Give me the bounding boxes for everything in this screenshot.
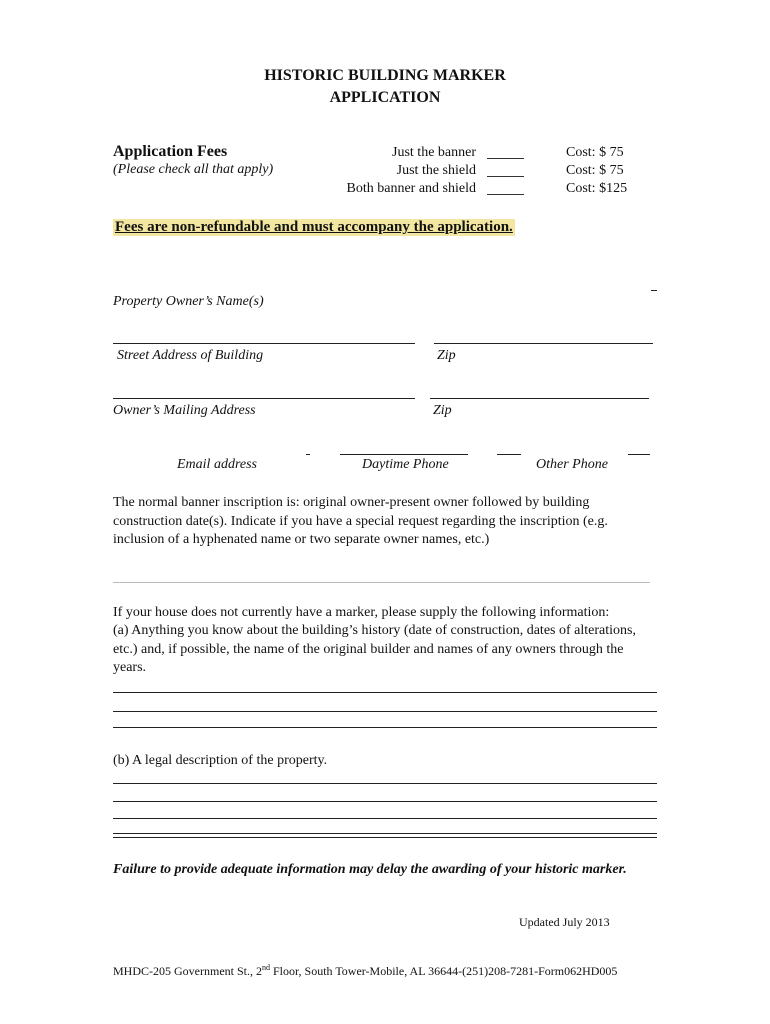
footer-text-after: Floor, South Tower-Mobile, AL 36644-(251)208-7281-Form062HD005 <box>270 964 618 978</box>
other-phone-field-b[interactable] <box>628 454 650 455</box>
footer-ordinal: nd <box>262 963 270 972</box>
history-intro: If your house does not currently have a marker, please supply the following information: <box>113 605 610 620</box>
fees-notice: Fees are non-refundable and must accompany the application. <box>115 219 513 235</box>
daytime-phone-field[interactable] <box>340 454 468 455</box>
fee-option-label: Just the banner <box>392 145 476 160</box>
legal-description-line[interactable] <box>113 833 657 834</box>
shield-checkbox-blank[interactable] <box>487 176 524 177</box>
inscription-request-field[interactable] <box>113 582 650 583</box>
fees-subheading: (Please check all that apply) <box>113 162 274 177</box>
email-field[interactable] <box>306 454 310 455</box>
banner-checkbox-blank[interactable] <box>487 158 524 159</box>
history-line[interactable] <box>113 727 657 728</box>
tick-mark <box>651 290 657 291</box>
history-line[interactable] <box>113 692 657 693</box>
warning-text: Failure to provide adequate information may delay the awarding of your historic marker. <box>113 862 627 877</box>
zip-field-1[interactable] <box>434 343 653 344</box>
street-address-field[interactable] <box>113 343 415 344</box>
daytime-phone-label: Daytime Phone <box>362 457 449 472</box>
history-part-b: (b) A legal description of the property. <box>113 753 328 768</box>
fee-option-label: Both banner and shield <box>346 181 476 196</box>
history-line[interactable] <box>113 711 657 712</box>
footer-text-before: MHDC-205 Government St., 2 <box>113 964 262 978</box>
street-address-label: Street Address of Building <box>117 348 264 363</box>
mailing-address-label: Owner’s Mailing Address <box>113 403 256 418</box>
footer-text <box>113 963 617 979</box>
page-title: HISTORIC BUILDING MARKER <box>264 67 506 84</box>
inscription-paragraph: The normal banner inscription is: original owner-present owner followed by building construction date(s). Indicate if you have a special request regarding the inscription (e.g. inclusion of a hyphenated name or two separate owner names, etc.) <box>113 495 608 547</box>
mailing-address-field[interactable] <box>113 398 415 399</box>
legal-description-line[interactable] <box>113 818 657 819</box>
legal-description-line[interactable] <box>113 801 657 802</box>
owner-name-label: Property Owner’s Name(s) <box>113 294 264 309</box>
fee-option-cost: Cost: $125 <box>566 181 628 196</box>
zip-field-2[interactable] <box>430 398 649 399</box>
fee-option-cost: Cost: $ 75 <box>566 163 624 178</box>
zip-label-1: Zip <box>437 348 456 363</box>
history-part-a: (a) Anything you know about the building’s history (date of construction, dates of alterations, etc.) and, if possible, the name of the original builder and names of any owners through the years. <box>113 623 636 675</box>
other-phone-field-a[interactable] <box>497 454 521 455</box>
fee-option-cost: Cost: $ 75 <box>566 145 624 160</box>
fees-heading: Application Fees <box>113 143 228 160</box>
fee-option-label: Just the shield <box>396 163 476 178</box>
legal-description-line[interactable] <box>113 783 657 784</box>
email-label: Email address <box>177 457 257 472</box>
page-subtitle: APPLICATION <box>329 89 441 106</box>
both-checkbox-blank[interactable] <box>487 194 524 195</box>
legal-description-line[interactable] <box>113 837 657 838</box>
other-phone-label: Other Phone <box>536 457 608 472</box>
zip-label-2: Zip <box>433 403 452 418</box>
updated-date: Updated July 2013 <box>519 915 610 929</box>
